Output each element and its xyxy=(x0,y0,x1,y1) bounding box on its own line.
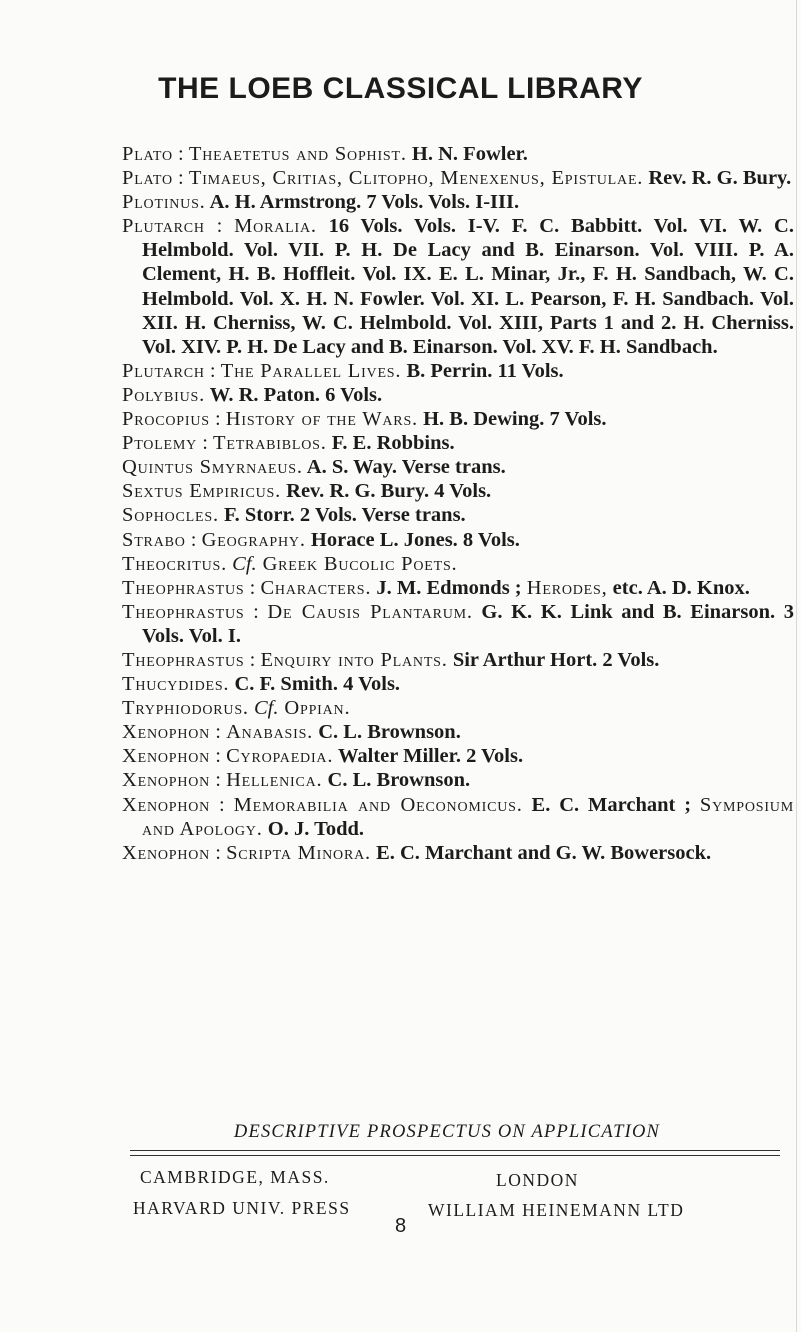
catalogue-entry xyxy=(122,720,794,744)
catalogue-entry xyxy=(122,648,794,672)
entry-tr: O. J. Todd. xyxy=(262,817,365,840)
entry-tr: H. B. Dewing. 7 Vols. xyxy=(417,408,607,431)
entry-work: Enquiry into Plants. xyxy=(260,648,448,671)
entry-sep: : xyxy=(210,745,227,768)
entry-work: History of the Wars. xyxy=(225,408,418,431)
catalogue-entry xyxy=(122,768,794,792)
entry-tr: A. H. Armstrong. 7 Vols. Vols. I-III. xyxy=(205,191,520,214)
publisher-left-city: CAMBRIDGE, MASS. xyxy=(140,1167,330,1187)
page-title: THE LOEB CLASSICAL LIBRARY xyxy=(158,72,643,105)
entry-auth: Ptolemy xyxy=(122,432,198,455)
publisher-left-press: HARVARD UNIV. PRESS xyxy=(133,1198,351,1218)
entry-auth: Theophrastus xyxy=(122,648,245,671)
catalogue-entry xyxy=(122,166,794,190)
entry-sep: : xyxy=(244,576,261,599)
entry-sep: : xyxy=(210,841,227,864)
entry-auth: Theophrastus xyxy=(122,576,245,599)
page-edge xyxy=(796,0,797,1332)
entry-tr: Sir Arthur Hort. 2 Vols. xyxy=(447,648,660,671)
entry-auth: Polybius. xyxy=(122,383,205,406)
entry-sep: : xyxy=(210,769,227,792)
entry-tr: C. F. Smith. 4 Vols. xyxy=(229,673,401,696)
catalogue-entry xyxy=(122,552,794,576)
entry-auth: Xenophon xyxy=(122,769,211,792)
prospectus-note: DESCRIPTIVE PROSPECTUS ON APPLICATION xyxy=(233,1122,661,1142)
catalogue-entry xyxy=(122,600,794,648)
entry-sep: : xyxy=(244,600,268,623)
catalogue-list xyxy=(122,142,794,865)
catalogue-entry xyxy=(122,383,794,407)
entry-cf: Cf. xyxy=(227,552,257,575)
entry-work: Herodes, xyxy=(526,576,608,599)
entry-auth: Xenophon xyxy=(122,721,211,744)
entry-tr: C. L. Brownson. xyxy=(322,769,471,792)
catalogue-entry xyxy=(122,190,794,214)
catalogue-entry xyxy=(122,576,794,600)
entry-tr: 16 Vols. Vols. I-V. F. C. Babbitt. Vol. VI. W. C. Helmbold. Vol. VII. P. H. De Lacy and B. Einarson. Vol. VIII. P. A. Clement, H. B. Hoffleit. Vol. IX. E. L. Minar, Jr., F. H. Sandbach, W. C. Helmbold. Vol. X. H. N. Fowler. Vol. XI. L. Pearson, F. H. Sandbach. Vol. XII. H. Cherniss, W. C. Helmbold. Vol. XIII, Parts 1 and 2. H. Cherniss. Vol. XIV. P. H. De Lacy and B. Einarson. Vol. XV. F. H. Sandbach. xyxy=(142,215,794,358)
catalogue-entry xyxy=(122,696,794,720)
entry-auth: Xenophon xyxy=(122,745,211,768)
entry-auth: Plato xyxy=(122,143,173,165)
entry-auth: Plutarch xyxy=(122,359,205,382)
entry-auth: Xenophon xyxy=(122,793,211,816)
catalogue-entry xyxy=(122,455,794,479)
entry-tr: Rev. R. G. Bury. 4 Vols. xyxy=(281,480,492,503)
entry-work: Characters. xyxy=(260,576,372,599)
entry-auth: Theocritus. xyxy=(122,552,228,575)
catalogue-entry xyxy=(122,672,794,696)
entry-auth: Theophrastus xyxy=(122,600,245,623)
catalogue-entry xyxy=(122,793,794,841)
catalogue-entry xyxy=(122,431,794,455)
catalogue-entry xyxy=(122,359,794,383)
entry-work: Theaetetus and Sophist. xyxy=(188,143,407,165)
entry-sep: : xyxy=(172,167,189,190)
entry-work: Scripta Minora. xyxy=(226,841,371,864)
entry-sep: : xyxy=(204,215,235,238)
entry-auth: Plotinus. xyxy=(122,191,206,214)
catalogue-entry xyxy=(122,479,794,503)
catalogue-entry xyxy=(122,528,794,552)
entry-tr: C. L. Brownson. xyxy=(313,721,461,744)
entry-sep: : xyxy=(210,721,227,744)
entry-work: Symposium and Apology. xyxy=(142,793,794,840)
entry-auth: Procopius xyxy=(122,408,210,431)
double-rule-top xyxy=(130,1150,780,1151)
entry-sep: : xyxy=(172,143,189,165)
entry-tr: F. Storr. 2 Vols. Verse trans. xyxy=(218,504,466,527)
entry-tr: etc. A. D. Knox. xyxy=(607,576,750,599)
entry-auth: Tryphiodorus. xyxy=(122,697,249,720)
entry-auth: Xenophon xyxy=(122,841,211,864)
entry-tr: E. C. Marchant and G. W. Bowersock. xyxy=(370,841,712,864)
publisher-right-press: WILLIAM HEINEMANN LTD xyxy=(428,1200,685,1220)
entry-sep: : xyxy=(204,359,221,382)
entry-sep: : xyxy=(185,528,202,551)
page-number: 8 xyxy=(394,1215,407,1237)
entry-tr: B. Perrin. 11 Vols. xyxy=(401,359,564,382)
entry-work: Oppian. xyxy=(278,697,351,720)
entry-tr: Walter Miller. 2 Vols. xyxy=(333,745,524,768)
catalogue-entry xyxy=(122,744,794,768)
entry-work: Anabasis. xyxy=(226,721,314,744)
entry-tr: Horace L. Jones. 8 Vols. xyxy=(305,528,520,551)
entry-sep: : xyxy=(210,793,234,816)
publisher-right-city: LONDON xyxy=(496,1170,579,1190)
entry-auth: Plato xyxy=(122,167,173,190)
catalogue-entry xyxy=(122,142,794,166)
catalogue-entry xyxy=(122,407,794,431)
entry-tr: A. S. Way. Verse trans. xyxy=(302,456,506,479)
entry-work: The Parallel Lives. xyxy=(220,359,402,382)
entry-work: Hellenica. xyxy=(226,769,323,792)
entry-work: De Causis Plantarum. xyxy=(267,600,473,623)
entry-sep: : xyxy=(209,408,226,431)
entry-work: Memorabilia and Oeconomicus. xyxy=(233,793,523,816)
entry-cf: Cf. xyxy=(248,697,279,720)
entry-auth: Sophocles. xyxy=(122,504,219,527)
entry-tr: J. M. Edmonds ; xyxy=(371,576,527,599)
catalogue-entry xyxy=(122,503,794,527)
entry-sep: : xyxy=(197,432,214,455)
entry-sep: : xyxy=(244,648,261,671)
entry-work: Cyropaedia. xyxy=(226,745,334,768)
entry-work: Geography. xyxy=(201,528,306,551)
entry-work: Moralia. xyxy=(234,215,317,238)
entry-tr: F. E. Robbins. xyxy=(326,432,455,455)
entry-auth: Plutarch xyxy=(122,215,205,238)
entry-work: Greek Bucolic Poets. xyxy=(256,552,458,575)
entry-work: Tetrabiblos. xyxy=(213,432,327,455)
entry-tr: H. N. Fowler. xyxy=(406,143,528,165)
entry-auth: Thucydides. xyxy=(122,673,230,696)
entry-tr: W. R. Paton. 6 Vols. xyxy=(205,383,383,406)
double-rule-bottom xyxy=(130,1155,780,1156)
catalogue-entry xyxy=(122,841,794,865)
catalogue-entry xyxy=(122,214,794,359)
entry-auth: Sextus Empiricus. xyxy=(122,480,282,503)
entry-auth: Strabo xyxy=(122,528,186,551)
entry-tr: Rev. R. G. Bury. xyxy=(643,167,792,190)
entry-tr: G. K. K. Link and B. Einarson. 3 Vols. Vol. I. xyxy=(142,600,794,647)
entry-auth: Quintus Smyrnaeus. xyxy=(122,456,303,479)
entry-tr: E. C. Marchant ; xyxy=(522,793,700,816)
entry-work: Timaeus, Critias, Clitopho, Menexenus, Epistulae. xyxy=(188,167,644,190)
